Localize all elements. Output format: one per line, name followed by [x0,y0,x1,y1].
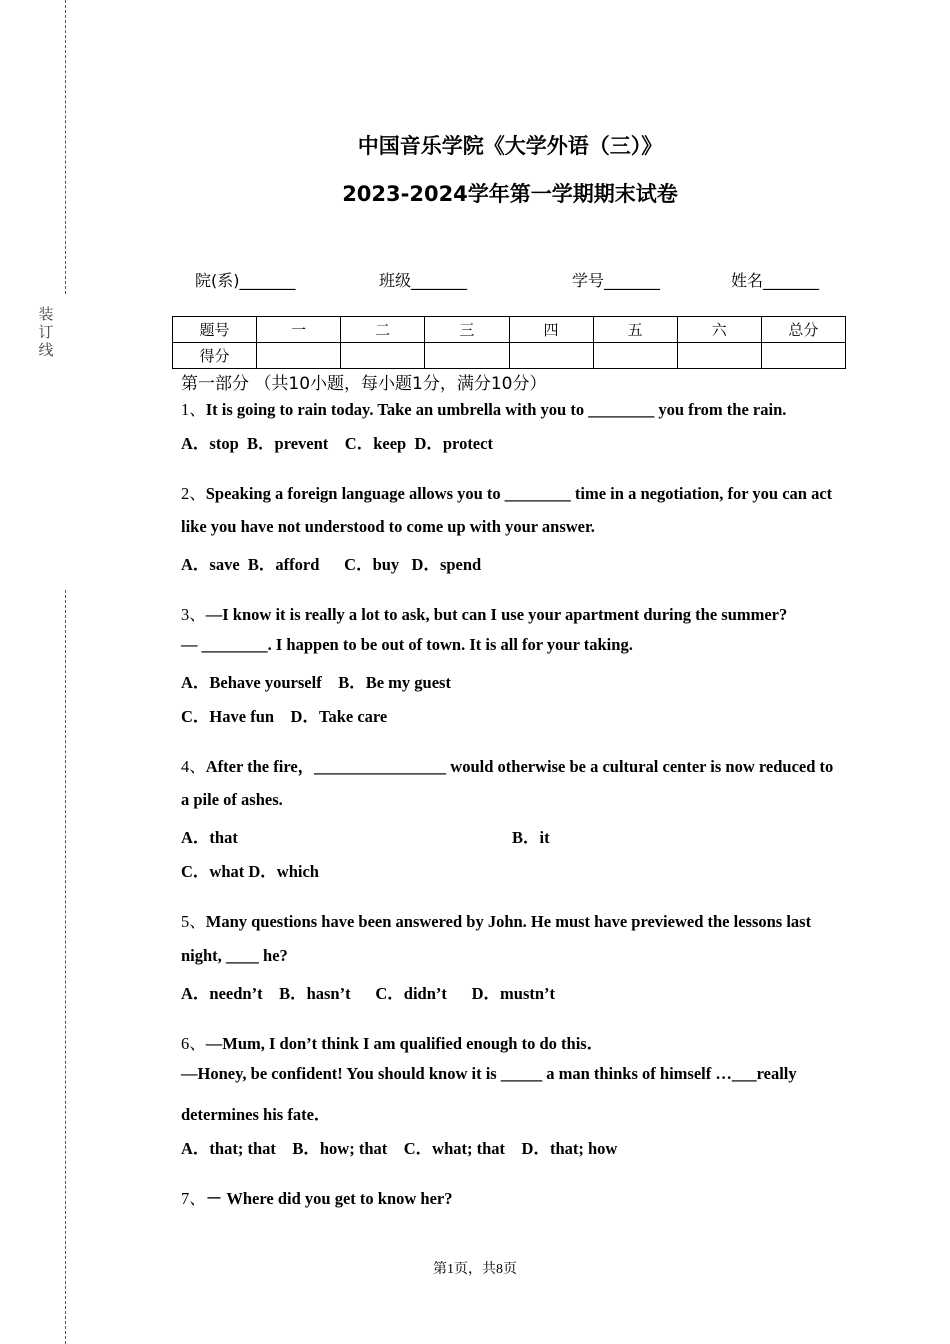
name-field: 姓名_______ [731,271,820,290]
question-text: Speaking a foreign language allows you to ________ time in a negotiation, for you can act [205,484,833,503]
question-2-options: A．save B．afford C．buy D．spend [181,555,482,574]
question-number: 2、 [181,484,206,503]
question-5-line: night, ____ he? [181,946,288,965]
question-4-line: a pile of ashes. [181,790,283,809]
question-text: Many questions have been answered by John. He must have previewed the lessons last [205,912,812,931]
question-4-option-a: A．that [181,828,238,847]
question-2-line [181,480,851,504]
score-cell [509,343,593,369]
department-field: 院(系)_______ [195,271,296,290]
question-7-line [181,1185,851,1209]
question-text: —Mum, I don’t think I am qualified enough to do this． [205,1034,604,1053]
section-title: 第一部分 （共10小题，每小题1分，满分10分） [181,374,547,394]
question-2-line: like you have not understood to come up with your answer. [181,517,595,536]
question-number: 6、 [181,1034,206,1053]
score-table-header-row [173,317,846,343]
question-number: 1、 [181,400,206,419]
question-6-line: —Honey, be confident! You should know it is _____ a man thinks of himself …___really [181,1064,797,1083]
score-cell [761,343,845,369]
score-row-label: 得分 [173,343,257,369]
question-3-options: C．Have fun D．Take care [181,707,388,726]
question-6-line: determines his fate． [181,1105,331,1124]
question-6-options: A．that; that B．how; that C．what; that D．that; how [181,1139,618,1158]
score-cell [677,343,761,369]
question-4-option-cd: C．what D．which [181,862,319,881]
question-number: 7、 [181,1189,206,1208]
exam-title-line2: 2023-2024学年第一学期期末试卷 [342,182,678,206]
question-5-options: A．needn’t B．hasn’t C．didn’t D．mustn’t [181,984,556,1003]
exam-title-line1: 中国音乐学院《大学外语（三）》 [357,134,663,158]
class-field: 班级_______ [379,271,468,290]
score-cell [593,343,677,369]
score-table-header: 总分 [761,317,845,343]
page-footer: 第1页，共8页 [433,1262,517,1277]
binding-dashed-line-bottom [65,590,66,1344]
question-4-option-b: B．it [512,828,550,847]
question-6-line [181,1030,851,1054]
binding-dashed-line-top [65,0,66,294]
question-1-line [181,396,851,420]
score-table-header: 一 [257,317,341,343]
binding-label: 装订线 [38,305,54,359]
score-cell [341,343,425,369]
score-table-header: 五 [593,317,677,343]
question-text: After the fire，________________ would otherwise be a cultural center is now reduced to [205,757,834,776]
question-text: —I know it is really a lot to ask, but can I use your apartment during the summer? [205,605,788,624]
question-3-options: A．Behave yourself B．Be my guest [181,673,451,692]
score-table [172,316,846,369]
score-table-header: 六 [677,317,761,343]
question-text: It is going to rain today. Take an umbrella with you to ________ you from the rain. [205,400,787,419]
score-table-header: 三 [425,317,509,343]
question-number: 5、 [181,912,206,931]
score-table-score-row [173,343,846,369]
score-table-header: 二 [341,317,425,343]
score-table-header: 四 [509,317,593,343]
score-cell [257,343,341,369]
question-number: 3、 [181,605,206,624]
score-cell [425,343,509,369]
score-table-header: 题号 [173,317,257,343]
question-4-line [181,753,851,777]
question-1-options: A．stop B．prevent C．keep D．protect [181,434,493,453]
question-3-line: — ________. I happen to be out of town. It is all for your taking. [181,635,633,654]
question-number: 4、 [181,757,206,776]
student-id-field: 学号_______ [572,271,661,290]
question-5-line [181,908,851,932]
question-3-line [181,601,851,625]
question-text: － Where did you get to know her? [205,1189,453,1208]
